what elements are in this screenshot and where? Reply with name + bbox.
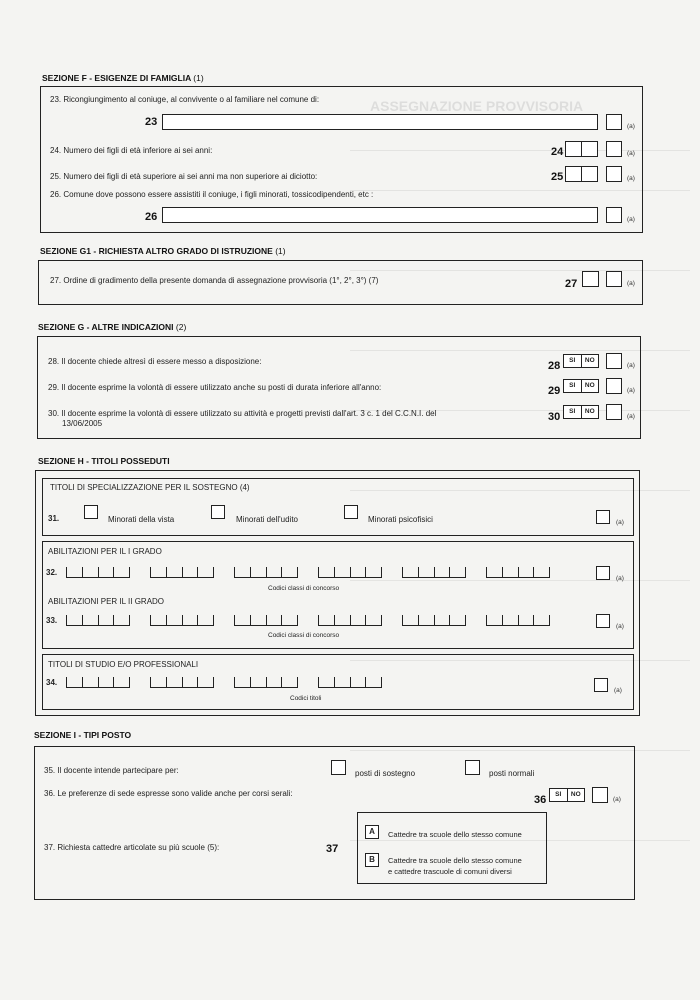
q33-a-mark: (a) — [616, 623, 624, 630]
abilitazioni-ii-grado-title: ABILITAZIONI PER IL II GRADO — [48, 597, 165, 606]
q28-number: 28 — [548, 360, 561, 372]
titoli-studio-title: TITOLI DI STUDIO E/O PROFESSIONALI — [48, 660, 199, 669]
q24-digit-2[interactable] — [581, 141, 598, 157]
q24-number: 24 — [551, 146, 564, 158]
option-b-label-2: e cattedre trascuole di comuni diversi — [388, 867, 512, 876]
option-a-label: Cattedre tra scuole dello stesso comune — [388, 830, 522, 839]
q28-label: 28. Il docente chiede altresì di essere messo a disposizione: — [48, 357, 262, 366]
q32-caption: Codici classi di concorso — [268, 585, 340, 592]
code-slot-group[interactable] — [402, 566, 466, 578]
q27-checkbox[interactable] — [606, 271, 622, 287]
q29-a-mark: (a) — [627, 387, 635, 394]
q30-date: 13/06/2005 — [62, 419, 103, 428]
q37-number: 37 — [326, 843, 339, 855]
q24-label: 24. Numero dei figli di età inferiore ai sei anni: — [50, 146, 213, 155]
q34-checkbox[interactable] — [594, 678, 608, 692]
q23-label: 23. Ricongiungimento al coniuge, al convivente o al familiare nel comune di: — [50, 95, 320, 104]
minorati-udito-label: Minorati dell'udito — [236, 515, 299, 524]
q26-number: 26 — [145, 211, 158, 223]
q24-digit-1[interactable] — [565, 141, 582, 157]
minorati-udito-checkbox[interactable] — [211, 505, 225, 519]
section-g1-title: SEZIONE G1 - RICHIESTA ALTRO GRADO DI ISTRUZIONE (1) — [40, 246, 286, 256]
q27-number: 27 — [565, 278, 578, 290]
q24-a-mark: (a) — [627, 150, 635, 157]
q30-number: 30 — [548, 411, 561, 423]
q25-a-mark: (a) — [627, 175, 635, 182]
q36-checkbox[interactable] — [592, 787, 608, 803]
code-slot-group[interactable] — [486, 566, 550, 578]
code-slot-group[interactable] — [150, 566, 214, 578]
q25-digit-2[interactable] — [581, 166, 598, 182]
code-slot-group[interactable] — [318, 566, 382, 578]
code-slot-group[interactable] — [150, 614, 214, 626]
abilitazioni-i-grado-title: ABILITAZIONI PER IL I GRADO — [48, 547, 162, 556]
q34-a-mark: (a) — [614, 687, 622, 694]
q25-number: 25 — [551, 171, 564, 183]
q27-digit[interactable] — [582, 271, 599, 287]
posti-sostegno-label: posti di sostegno — [355, 769, 416, 778]
code-slot-group[interactable] — [66, 676, 130, 688]
option-b-label-1: Cattedre tra scuole dello stesso comune — [388, 856, 522, 865]
q25-digit-1[interactable] — [565, 166, 582, 182]
q31-checkbox[interactable] — [596, 510, 610, 524]
q28-a-mark: (a) — [627, 362, 635, 369]
code-slot-group[interactable] — [66, 614, 130, 626]
q23-a-mark: (a) — [627, 123, 635, 130]
q29-label: 29. Il docente esprime la volontà di essere utilizzato anche su posti di durata inferiore all'anno: — [48, 383, 382, 392]
q26-a-mark: (a) — [627, 216, 635, 223]
q36-label: 36. Le preferenze di sede espresse sono valide anche per corsi serali: — [44, 789, 293, 798]
q25-checkbox[interactable] — [606, 166, 622, 182]
q29-si-no[interactable]: SI NO — [563, 379, 599, 393]
sostegno-title: TITOLI DI SPECIALIZZAZIONE PER IL SOSTEGNO (4) — [50, 483, 250, 492]
q32-checkbox[interactable] — [596, 566, 610, 580]
option-a-box[interactable]: A — [365, 825, 379, 839]
q23-comune-field[interactable] — [162, 114, 598, 130]
q30-label: 30. Il docente esprime la volontà di essere utilizzato su attività e progetti previsti dall'art. 3 c. 1 del C.C.N.I. del — [48, 409, 437, 418]
minorati-psicofisici-label: Minorati psicofisici — [368, 515, 433, 524]
code-slot-group[interactable] — [402, 614, 466, 626]
q27-a-mark: (a) — [627, 280, 635, 287]
q33-caption: Codici classi di concorso — [268, 632, 340, 639]
q33-checkbox[interactable] — [596, 614, 610, 628]
section-g-title: SEZIONE G - ALTRE INDICAZIONI (2) — [38, 322, 187, 332]
q36-si-no[interactable]: SI NO — [549, 788, 585, 802]
q24-checkbox[interactable] — [606, 141, 622, 157]
q26-label: 26. Comune dove possono essere assistiti il coniuge, i figli minorati, tossicodipendenti, etc : — [50, 190, 374, 199]
code-slot-group[interactable] — [234, 566, 298, 578]
q30-checkbox[interactable] — [606, 404, 622, 420]
section-i-title: SEZIONE I - TIPI POSTO — [34, 730, 132, 740]
q23-number: 23 — [145, 116, 158, 128]
q32-label: 32. — [46, 568, 58, 577]
q29-number: 29 — [548, 385, 561, 397]
q27-label: 27. Ordine di gradimento della presente domanda di assegnazione provvisoria (1°, 2°, 3°) (7) — [50, 276, 379, 285]
q35-label: 35. Il docente intende partecipare per: — [44, 766, 179, 775]
q36-a-mark: (a) — [613, 796, 621, 803]
q31-a-mark: (a) — [616, 519, 624, 526]
code-slot-group[interactable] — [150, 676, 214, 688]
q25-label: 25. Numero dei figli di età superiore ai sei anni ma non superiore ai diciotto: — [50, 172, 318, 181]
minorati-vista-label: Minorati della vista — [108, 515, 175, 524]
q23-checkbox[interactable] — [606, 114, 622, 130]
q28-si-no[interactable]: SI NO — [563, 354, 599, 368]
code-slot-group[interactable] — [318, 614, 382, 626]
code-slot-group[interactable] — [234, 614, 298, 626]
posti-normali-checkbox[interactable] — [465, 760, 480, 775]
q29-checkbox[interactable] — [606, 378, 622, 394]
section-f-title: SEZIONE F - ESIGENZE DI FAMIGLIA (1) — [42, 73, 204, 83]
minorati-vista-checkbox[interactable] — [84, 505, 98, 519]
code-slot-group[interactable] — [318, 676, 382, 688]
q34-label: 34. — [46, 678, 58, 687]
section-h-title: SEZIONE H - TITOLI POSSEDUTI — [38, 456, 170, 466]
code-slot-group[interactable] — [234, 676, 298, 688]
q31-label: 31. — [48, 514, 60, 523]
q28-checkbox[interactable] — [606, 353, 622, 369]
q30-si-no[interactable]: SI NO — [563, 405, 599, 419]
q26-checkbox[interactable] — [606, 207, 622, 223]
q36-number: 36 — [534, 794, 547, 806]
q30-a-mark: (a) — [627, 413, 635, 420]
q26-comune-field[interactable] — [162, 207, 598, 223]
q37-label: 37. Richiesta cattedre articolate su più scuole (5): — [44, 843, 220, 852]
bleed-through-text: ASSEGNAZIONE PROVVISORIA — [350, 60, 690, 940]
minorati-psicofisici-checkbox[interactable] — [344, 505, 358, 519]
q34-caption: Codici titoli — [290, 695, 322, 702]
posti-normali-label: posti normali — [489, 769, 535, 778]
option-b-box[interactable]: B — [365, 853, 379, 867]
posti-sostegno-checkbox[interactable] — [331, 760, 346, 775]
q32-a-mark: (a) — [616, 575, 624, 582]
code-slot-group[interactable] — [66, 566, 130, 578]
code-slot-group[interactable] — [486, 614, 550, 626]
q33-label: 33. — [46, 616, 58, 625]
